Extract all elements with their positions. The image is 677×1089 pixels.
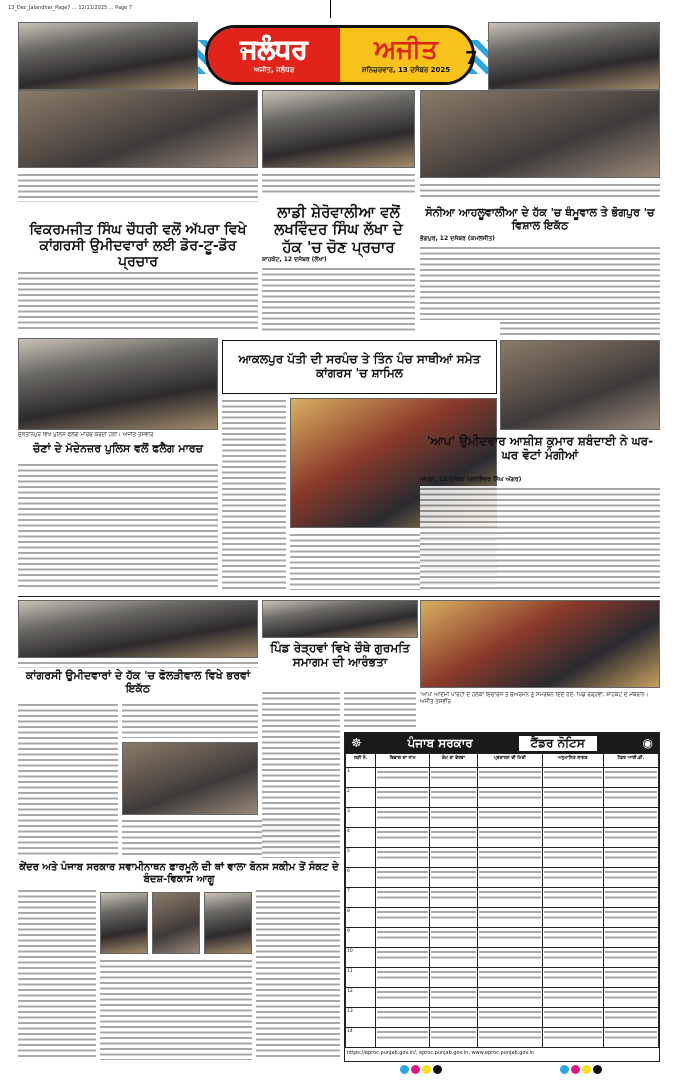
cell-text: [479, 789, 541, 801]
photo-s6: [500, 340, 660, 430]
tender-cell: [542, 908, 603, 928]
cell-text: [605, 809, 657, 821]
cell-text: [605, 929, 657, 941]
tender-col-header: ਕੰਮ ਦਾ ਵੇਰਵਾ: [429, 754, 477, 768]
tender-cell: [603, 1028, 658, 1048]
tender-cell: [478, 908, 543, 928]
tender-cell: [478, 768, 543, 788]
tender-cell: [376, 788, 429, 808]
tender-row-number: 11: [346, 968, 376, 988]
tender-row-number: 13: [346, 1008, 376, 1028]
tender-footer: https://eproc.punjab.gov.in/, eproc.punjab.gov.in, www.eproc.punjab.gov.in: [347, 1050, 535, 1056]
tender-row-number: 10: [346, 948, 376, 968]
headline-s1: ਵਿਕਰਮਜੀਤ ਸਿੰਘ ਚੌਧਰੀ ਵਲੋਂ ਅੱਪਰਾ ਵਿਖੇ ਕਾਂਗਰਸੀ ਉਮੀਦਵਾਰਾਂ ਲਈ ਡੋਰ-ਟੂ-ਡੋਰ ਪ੍ਰਚਾਰ: [29, 222, 247, 271]
cell-text: [544, 809, 602, 821]
tender-cell: [603, 968, 658, 988]
body-s2: [262, 266, 415, 332]
photo-s5: [18, 338, 218, 430]
body-s10c: [256, 888, 340, 1060]
tender-row-number: 6: [346, 868, 376, 888]
body-s10b: [100, 958, 252, 1060]
caption-s1: [18, 172, 258, 202]
tender-cell: [376, 1008, 429, 1028]
masthead-place: ਅਜੀਤ, ਜਲੰਧਰ: [253, 66, 295, 74]
cell-text: [479, 1029, 541, 1041]
tender-cell: [478, 1008, 543, 1028]
tender-row-number: 3: [346, 808, 376, 828]
cell-text: [377, 989, 427, 1001]
tender-col-header: ਪ੍ਰਕਾਸ਼ਨ ਦੀ ਮਿਤੀ: [478, 754, 543, 768]
cell-text: [605, 889, 657, 901]
masthead-logo: [205, 25, 475, 85]
tender-row: [346, 808, 659, 828]
tender-notice: [344, 732, 660, 1062]
body-s4: [222, 398, 286, 590]
cell-text: [479, 849, 541, 861]
tender-row: [346, 1028, 659, 1048]
cell-text: [544, 769, 602, 781]
tender-row: [346, 848, 659, 868]
cell-text: [377, 829, 427, 841]
cell-text: [431, 849, 476, 861]
photo-s10-1: [100, 892, 148, 954]
cell-text: [431, 1009, 476, 1021]
cell-text: [431, 1029, 476, 1041]
caption-text: 'ਆਪ' ਆਦਮੀ ਪਾਰਟੀ ਦੇ ਹਲਕਾ ਇੰਚਾਰਜ ਤੇ ਚੇਅਰਮੈਨ ਨੂੰ ਸਮਰਥਨ ਦਿੰਦੇ ਹੋਏ, ਪਿੰਡ ਰੇੜ੍ਹਵਾਂ, ਸ਼ਾਹਕੋਟ ਦੇ ਮੈਂਬਰਾਨ।: [420, 692, 649, 698]
tender-cell: [542, 928, 603, 948]
cell-text: [479, 969, 541, 981]
cell-text: [479, 989, 541, 1001]
tender-cell: [429, 768, 477, 788]
cell-text: [479, 1009, 541, 1021]
tender-cell: [478, 1028, 543, 1048]
tender-row-number: 8: [346, 908, 376, 928]
cell-text: [377, 849, 427, 861]
tender-cell: [376, 828, 429, 848]
cell-text: [377, 889, 427, 901]
tender-row: [346, 888, 659, 908]
tender-row: [346, 768, 659, 788]
cell-text: [479, 809, 541, 821]
tender-cell: [376, 768, 429, 788]
cell-text: [431, 909, 476, 921]
headline-s3: ਸੋਨੀਆ ਆਹਲੂਵਾਲੀਆ ਦੇ ਹੱਕ 'ਚ ਥੰਮੂਵਾਲ ਤੇ ਭੋਗਪੁਰ 'ਚ ਵਿਸ਼ਾਲ ਇਕੱਠ: [425, 206, 655, 232]
cell-text: [544, 969, 602, 981]
cell-text: [431, 829, 476, 841]
cell-text: [544, 829, 602, 841]
tender-cell: [376, 848, 429, 868]
tender-cell: [478, 888, 543, 908]
tender-cell: [542, 968, 603, 988]
tender-cell: [376, 948, 429, 968]
tender-cell: [429, 788, 477, 808]
tender-cell: [603, 1008, 658, 1028]
cell-text: [431, 889, 476, 901]
tender-cell: [542, 888, 603, 908]
tender-cell: [603, 828, 658, 848]
cell-text: [544, 789, 602, 801]
tender-header: [345, 733, 659, 753]
cell-text: [431, 969, 476, 981]
caption-s5: [18, 432, 218, 439]
cell-text: [479, 769, 541, 781]
photo-s3: [420, 90, 660, 178]
cell-text: [544, 889, 602, 901]
tender-cell: [429, 868, 477, 888]
masthead-photo-left: [18, 22, 198, 90]
tender-cell: [478, 828, 543, 848]
caption-s6: [500, 320, 660, 338]
cell-text: [605, 829, 657, 841]
photo-credit: ਅਜੀਤ ਤਸਵੀਰ: [122, 432, 154, 438]
tender-cell: [603, 948, 658, 968]
cell-text: [605, 1029, 657, 1041]
caption-s2: [262, 172, 415, 194]
tender-cell: [603, 928, 658, 948]
cell-text: [431, 989, 476, 1001]
dateline-s2: ਸ਼ਾਹਕੋਟ, 12 ਦਸੰਬਰ (ਲੱਖਾ): [262, 256, 327, 263]
tender-row: [346, 1008, 659, 1028]
body-s3: [420, 245, 660, 320]
tender-cell: [478, 928, 543, 948]
body-s1: [18, 270, 258, 332]
tender-table-header: [346, 754, 659, 768]
photo-s10-2: [152, 892, 200, 954]
headline-s5: ਚੋਣਾਂ ਦੇ ਮੱਦੇਨਜ਼ਰ ਪੁਲਿਸ ਵਲੋਂ ਫਲੈਗ ਮਾਰਚ: [33, 442, 203, 455]
tender-cell: [542, 808, 603, 828]
tender-cell: [376, 888, 429, 908]
tender-cell: [429, 948, 477, 968]
caption-s3: [420, 182, 660, 200]
cell-text: [479, 869, 541, 881]
tender-cell: [542, 848, 603, 868]
tender-row-number: 9: [346, 928, 376, 948]
cell-text: [479, 949, 541, 961]
cell-text: [544, 929, 602, 941]
cell-text: [605, 869, 657, 881]
tender-cell: [603, 768, 658, 788]
body-s5: [18, 462, 218, 590]
tender-cell: [603, 788, 658, 808]
masthead-date: ਸ਼ਨਿਚਰਵਾਰ, 13 ਦਸੰਬਰ 2025: [361, 66, 451, 74]
tender-col-header: ਵਿਭਾਗ ਦਾ ਨਾਮ: [376, 754, 429, 768]
tender-cell: [429, 848, 477, 868]
tender-row-number: 1: [346, 768, 376, 788]
tender-cell: [429, 1008, 477, 1028]
cell-text: [605, 849, 657, 861]
tender-cell: [542, 1028, 603, 1048]
tender-row: [346, 788, 659, 808]
tender-cell: [376, 908, 429, 928]
tender-cell: [376, 808, 429, 828]
tender-cell: [376, 988, 429, 1008]
tender-cell: [542, 788, 603, 808]
tender-cell: [478, 868, 543, 888]
cell-text: [544, 1029, 602, 1041]
tender-cell: [542, 948, 603, 968]
body-s8: [262, 690, 340, 858]
cell-text: [479, 909, 541, 921]
cell-text: [544, 989, 602, 1001]
tender-cell: [542, 828, 603, 848]
cell-text: [377, 789, 427, 801]
headline-s2: ਲਾਡੀ ਸ਼ੇਰੋਵਾਲੀਆ ਵਲੋਂ ਲਖਵਿੰਦਰ ਸਿੰਘ ਲੱਖਾ ਦੇ ਹੱਕ 'ਚ ਚੋਣ ਪ੍ਰਚਾਰ: [274, 203, 403, 256]
tender-row-number: 7: [346, 888, 376, 908]
cell-text: [605, 969, 657, 981]
body-s7: [18, 702, 118, 857]
cell-text: [377, 929, 427, 941]
tender-cell: [603, 988, 658, 1008]
cell-text: [431, 789, 476, 801]
tender-cell: [429, 1028, 477, 1048]
tender-row: [346, 908, 659, 928]
cell-text: [479, 929, 541, 941]
cell-text: [377, 1029, 427, 1041]
tender-cell: [603, 808, 658, 828]
cell-text: [377, 769, 427, 781]
logo-title-left: ਜਲੰਧਰ: [240, 35, 308, 65]
body-s7b: [122, 702, 258, 738]
caption-text: ਸੁਲਤਾਨਪੁਰ ਵਿਖੇ ਪੁਲਿਸ ਫਲੈਗ ਮਾਰਚ ਕਰਦੀ ਹੋਈ।: [18, 432, 121, 438]
cell-text: [605, 949, 657, 961]
tender-cell: [542, 1008, 603, 1028]
cell-text: [605, 909, 657, 921]
caption-s9: [420, 692, 660, 706]
logo-title-right: ਅਜੀਤ: [374, 35, 438, 65]
page-number: 7: [465, 48, 478, 69]
tender-row: [346, 948, 659, 968]
body-s6: [420, 486, 660, 590]
tender-cell: [429, 928, 477, 948]
cell-text: [605, 769, 657, 781]
cell-text: [431, 769, 476, 781]
masthead-photo-right: [488, 22, 660, 90]
tender-row-number: 4: [346, 828, 376, 848]
cell-text: [377, 909, 427, 921]
tender-cell: [478, 788, 543, 808]
print-slug: 13_Dec_Jalandhar_Page7 ... 12/11/2025 ... Page 7: [8, 5, 133, 11]
cell-text: [377, 809, 427, 821]
tender-cell: [429, 828, 477, 848]
cell-text: [544, 1009, 602, 1021]
tender-col-header: ਅਨੁਮਾਨਿਤ ਲਾਗਤ: [542, 754, 603, 768]
tender-title: ਟੈਂਡਰ ਨੋਟਿਸ: [519, 736, 597, 751]
tender-cell: [376, 1028, 429, 1048]
cell-text: [431, 809, 476, 821]
crop-mark: [330, 0, 331, 18]
tender-table: [345, 753, 659, 1048]
cell-text: [544, 869, 602, 881]
photo-s7: [18, 600, 258, 658]
tender-cell: [478, 808, 543, 828]
tender-cell: [429, 808, 477, 828]
color-registration: [400, 1065, 442, 1074]
cell-text: [377, 1009, 427, 1021]
headline-s8: ਪਿੰਡ ਰੇੜ੍ਹਵਾਂ ਵਿਖੇ ਚੌਥੇ ਗੁਰਮਤਿ ਸਮਾਗਮ ਦੀ ਆਰੰਭਤਾ: [270, 641, 410, 669]
tender-row: [346, 928, 659, 948]
dateline-s6: ਅੱਪਰਾ, 12 ਦਸੰਬਰ (ਦਲਵਿੰਦਰ ਸਿੰਘ ਅੱਗਰ): [420, 476, 522, 483]
tender-cell: [429, 888, 477, 908]
tender-cell: [603, 888, 658, 908]
seal-icon: ◉: [642, 736, 653, 750]
photo-s9: [420, 600, 660, 688]
tender-cell: [478, 848, 543, 868]
tender-cell: [542, 988, 603, 1008]
photo-s1: [18, 90, 258, 168]
tender-row: [346, 828, 659, 848]
tender-cell: [603, 848, 658, 868]
tender-row: [346, 988, 659, 1008]
tender-row: [346, 868, 659, 888]
photo-credit: ਅਜੀਤ ਤਸਵੀਰ: [420, 699, 451, 705]
tender-cell: [603, 908, 658, 928]
tender-row-number: 2: [346, 788, 376, 808]
photo-s8: [262, 600, 418, 638]
tender-cell: [429, 968, 477, 988]
divider: [18, 596, 660, 597]
cell-text: [605, 1009, 657, 1021]
tender-row-number: 12: [346, 988, 376, 1008]
cell-text: [544, 909, 602, 921]
headline-s10: ਕੇਂਦਰ ਅਤੇ ਪੰਜਾਬ ਸਰਕਾਰ ਸਵਾਮੀਨਾਥਨ ਫਾਰਮੂਲੇ ਦੀ ਥਾਂ ਵਾਲਾ ਬੋਨਸ ਸਕੀਮ ਤੋਂ ਸੰਕਟ ਦੇ ਬੰਦਸ਼-ਵਿਕਾਸ ਆਗੂ: [19, 862, 339, 885]
tender-col-header: ਟੈਂਡਰ ਆਈ.ਡੀ.: [603, 754, 658, 768]
cell-text: [431, 869, 476, 881]
tender-cell: [542, 768, 603, 788]
cell-text: [377, 949, 427, 961]
cell-text: [605, 789, 657, 801]
tender-cell: [429, 988, 477, 1008]
tender-cell: [376, 868, 429, 888]
tender-cell: [429, 908, 477, 928]
tender-govt: ਪੰਜਾਬ ਸਰਕਾਰ: [407, 735, 473, 750]
headline-s4: ਆਕਲਪੁਰ ਪੱਤੀ ਦੀ ਸਰਪੰਚ ਤੇ ਤਿੰਨ ਪੰਚ ਸਾਥੀਆਂ ਸਮੇਤ ਕਾਂਗਰਸ 'ਚ ਸ਼ਾਮਿਲ: [222, 340, 497, 394]
tender-cell: [542, 868, 603, 888]
headline-s7: ਕਾਂਗਰਸੀ ਉਮੀਦਵਾਰਾਂ ਦੇ ਹੱਕ 'ਚ ਫੋਲੜੀਵਾਲ ਵਿਖੇ ਭਰਵਾਂ ਇਕੱਠ: [25, 669, 251, 695]
tender-row-number: 14: [346, 1028, 376, 1048]
tender-cell: [478, 988, 543, 1008]
tender-row: [346, 968, 659, 988]
cell-text: [377, 969, 427, 981]
cell-text: [431, 929, 476, 941]
tender-row-number: 5: [346, 848, 376, 868]
photo-s7b: [122, 742, 258, 815]
body-s10: [18, 888, 96, 1060]
cell-text: [479, 889, 541, 901]
photo-s2: [262, 90, 415, 168]
cell-text: [479, 829, 541, 841]
cell-text: [544, 949, 602, 961]
tender-cell: [478, 968, 543, 988]
caption-s7: [18, 660, 258, 668]
cell-text: [431, 949, 476, 961]
cell-text: [544, 849, 602, 861]
cell-text: [605, 989, 657, 1001]
color-registration: [560, 1065, 602, 1074]
punjab-emblem-icon: ☸: [351, 736, 362, 750]
photo-s10-3: [204, 892, 252, 954]
tender-col-header: ਲੜੀ ਨੰ.: [346, 754, 376, 768]
headline-s6: 'ਆਪ' ਉਮੀਦਵਾਰ ਆਸ਼ੀਸ਼ ਕੁਮਾਰ ਸ਼ਬੰਦਾਈ ਨੇ ਘਰ-ਘਰ ਵੋਟਾਂ ਮੰਗੀਆਂ: [426, 434, 654, 462]
cell-text: [377, 869, 427, 881]
dateline-s3: ਭੋਗਪੁਰ, 12 ਦਸੰਬਰ (ਕਮਲਜੀਤ): [420, 235, 495, 242]
tender-cell: [478, 948, 543, 968]
tender-cell: [603, 868, 658, 888]
body-s8b: [344, 690, 416, 728]
tender-cell: [376, 968, 429, 988]
tender-cell: [376, 928, 429, 948]
